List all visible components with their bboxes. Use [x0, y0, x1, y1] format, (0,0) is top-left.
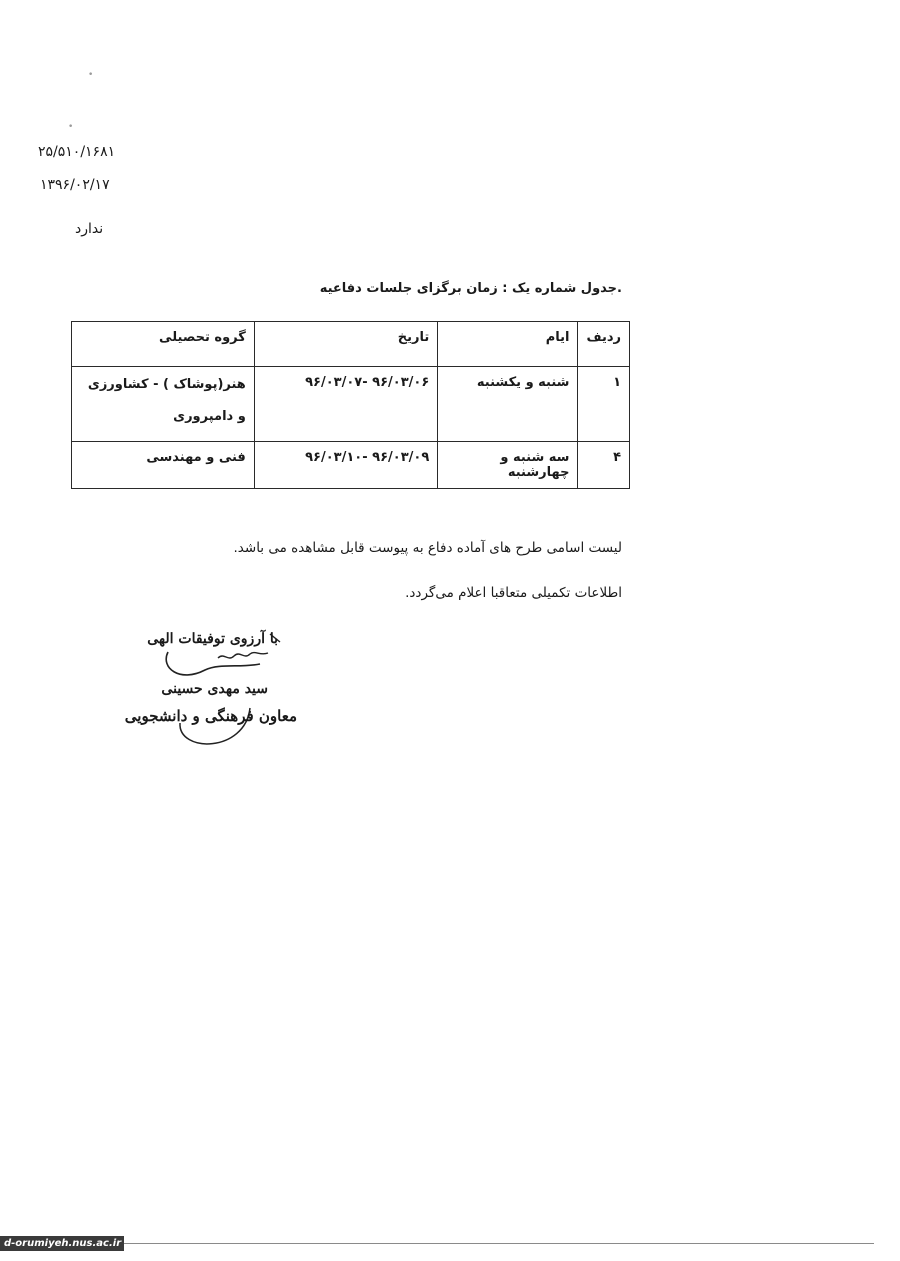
cell-date-text: ۹۶/۰۳/۰۶ -۹۶/۰۳/۰۷	[305, 375, 430, 390]
footer-divider	[124, 1243, 874, 1244]
scan-speck: •	[88, 70, 94, 80]
cell-days: سه شنبه و چهارشنبه	[438, 442, 578, 489]
cell-date	[254, 442, 437, 489]
cell-group: فنی و مهندسی	[72, 442, 255, 489]
letter-date: ۱۳۹۶/۰۲/۱۷	[40, 177, 110, 193]
table-header-row	[72, 322, 630, 367]
further-info-notice: اطلاعات تکمیلی متعاقبا اعلام می‌گردد.	[405, 585, 622, 601]
cell-group	[72, 367, 255, 442]
signature-closing: با آرزوی توفیقات الهی	[147, 631, 278, 647]
cell-days: شنبه و یکشنبه	[438, 367, 578, 442]
cell-row-number: ۱	[578, 367, 630, 442]
column-header-row: ردیف	[578, 322, 630, 367]
signatory-name: سید مهدی حسینی	[161, 681, 268, 697]
cell-row-number: ۴	[578, 442, 630, 489]
signatory-title: معاون فرهنگی و دانشجویی	[124, 707, 297, 725]
table-row	[72, 367, 630, 442]
column-header-date: تاریخ	[254, 322, 437, 367]
letter-attachment: ندارد	[75, 221, 104, 237]
table-caption: .جدول شماره یک : زمان برگزای جلسات دفاعیه	[319, 281, 622, 296]
scan-speck: •	[68, 122, 74, 132]
cell-group-text: هنر(پوشاک ) - کشاورزی و دامپروری	[87, 377, 246, 424]
website-watermark: d-orumiyeh.nus.ac.ir	[0, 1236, 124, 1251]
letter-reference-number: ۲۵/۵۱۰/۱۶۸۱	[38, 144, 116, 160]
column-header-group: گروه تحصیلی	[72, 322, 255, 367]
attachment-notice: لیست اسامی طرح های آماده دفاع به پیوست قابل مشاهده می باشد.	[233, 540, 622, 556]
cell-date-text: ۹۶/۰۳/۰۹ -۹۶/۰۳/۱۰	[305, 450, 430, 465]
defense-schedule-table	[71, 321, 630, 489]
column-header-days: ایام	[438, 322, 578, 367]
cell-date	[254, 367, 437, 442]
table-row	[72, 442, 630, 489]
